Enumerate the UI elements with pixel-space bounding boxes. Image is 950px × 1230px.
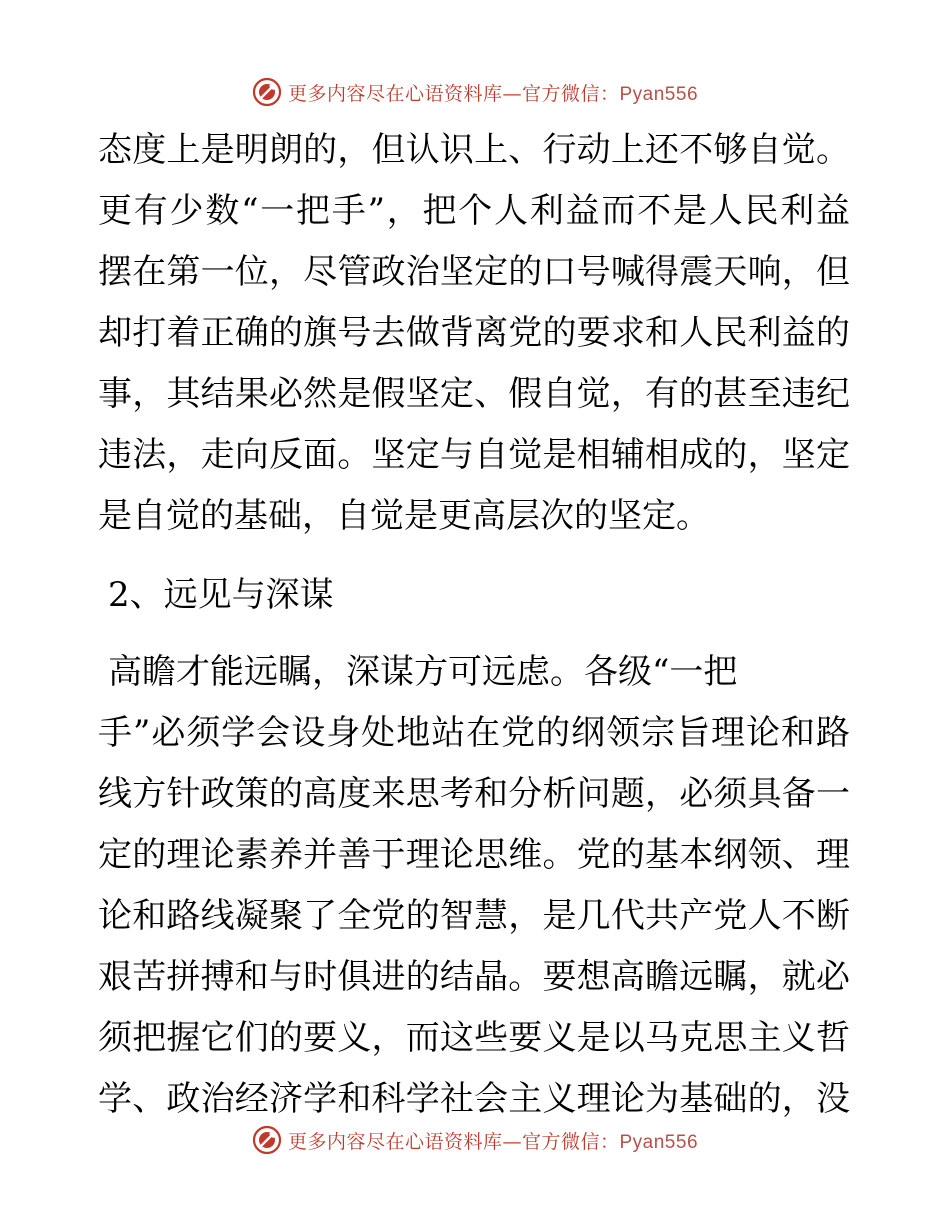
text-line: 事，其结果必然是假坚定、假自觉，有的甚至违纪 [98, 374, 850, 414]
text-line: 态度上是明朗的，但认识上、行动上还不够自觉。 [98, 130, 850, 170]
text-line: 学、政治经济学和科学社会主义理论为基础的，没 [98, 1079, 850, 1119]
text-line: 更有少数“一把手”，把个人利益而不是人民利益 [98, 191, 850, 231]
text-line: 摆在第一位，尽管政治坚定的口号喊得震天响，但 [98, 252, 850, 292]
text-line: 违法，走向反面。坚定与自觉是相辅相成的，坚定 [98, 435, 850, 475]
text-line: 定的理论素养并善于理论思维。党的基本纲领、理 [98, 835, 850, 875]
document-body [98, 120, 850, 1130]
text-line: 是自觉的基础，自觉是更高层次的坚定。 [98, 496, 710, 536]
section-heading: 2、远见与深谋 [108, 575, 334, 615]
watermark-text: 更多内容尽在心语资料库—官方微信：Pyan556 [287, 82, 699, 105]
logo-icon [252, 77, 282, 107]
text-line: 手”必须学会设身处地站在党的纲领宗旨理论和路 [98, 713, 850, 753]
paragraph-1 [98, 120, 850, 547]
text-line: 艰苦拼搏和与时俱进的结晶。要想高瞻远瞩，就必 [98, 957, 850, 997]
watermark-footer [0, 1120, 950, 1160]
text-line: 论和路线凝聚了全党的智慧，是几代共产党人不断 [98, 896, 850, 936]
text-line: 须把握它们的要义，而这些要义是以马克思主义哲 [98, 1018, 850, 1058]
text-line: 却打着正确的旗号去做背离党的要求和人民利益的 [98, 313, 850, 353]
logo-icon [252, 1125, 282, 1155]
watermark-id: Pyan556 [619, 1131, 699, 1153]
text-line: 高瞻才能远瞩，深谋方可远虑。各级“一把 [108, 652, 738, 692]
watermark-header [0, 72, 950, 112]
watermark-text: 更多内容尽在心语资料库—官方微信：Pyan556 [287, 1130, 699, 1153]
watermark-id: Pyan556 [619, 83, 699, 105]
text-line: 线方针政策的高度来思考和分析问题，必须具备一 [98, 774, 850, 814]
paragraph-2 [98, 642, 850, 1130]
